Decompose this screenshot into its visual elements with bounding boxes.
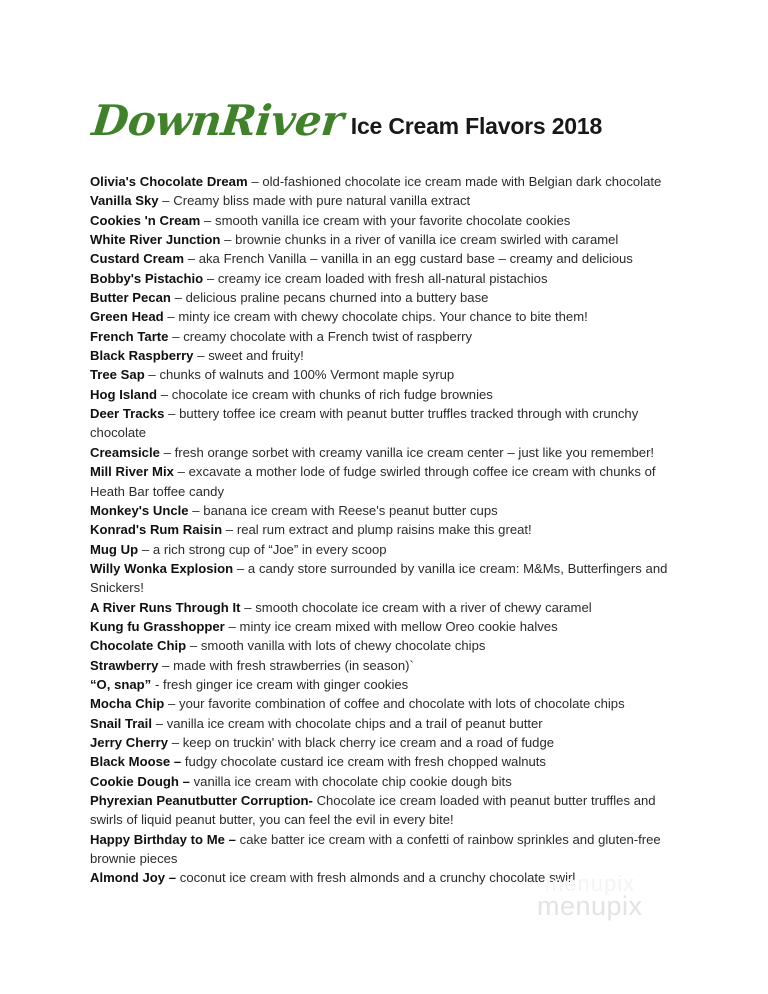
flavor-description: – creamy ice cream loaded with fresh all-natural pistachios (203, 270, 548, 286)
flavor-name: “O, snap” (90, 676, 152, 692)
flavor-item (90, 733, 682, 752)
flavor-item (90, 230, 682, 249)
flavor-name: Jerry Cherry (90, 734, 168, 750)
flavor-description: – your favorite combination of coffee and chocolate with lots of chocolate chips (164, 696, 625, 712)
flavor-description: – delicious praline pecans churned into a buttery base (170, 290, 489, 306)
flavor-name: Mug Up (90, 541, 139, 557)
flavor-name: Monkey's Uncle (90, 502, 189, 518)
flavor-item (90, 269, 682, 288)
flavor-description: – made with fresh strawberries (in season)` (158, 657, 414, 673)
flavor-item (90, 501, 682, 520)
flavor-item (90, 540, 682, 559)
flavor-description: – minty ice cream with chewy chocolate chips. Your chance to bite them! (163, 309, 588, 325)
flavor-name: Olivia's Chocolate Dream (90, 174, 248, 189)
flavor-item (90, 307, 682, 326)
flavor-description: – buttery toffee ice cream with peanut butter truffles tracked through with crunchy chocolate (90, 406, 639, 441)
flavor-description: – vanilla ice cream with chocolate chips and a trail of peanut butter (151, 715, 543, 731)
flavor-description: – a candy store surrounded by vanilla ice cream: M&Ms, Butterfingers and Snickers! (90, 560, 668, 596)
flavor-item (90, 830, 682, 869)
brand-logo-text: DownRiver (89, 96, 346, 145)
flavor-name: Tree Sap (90, 367, 145, 383)
flavor-description: – minty ice cream mixed with mellow Oreo cookie halves (224, 618, 558, 634)
flavor-name: Snail Trail (90, 715, 152, 731)
watermark-menupix: menupix (537, 891, 643, 921)
flavor-description: cake batter ice cream with a confetti of rainbow sprinkles and gluten-free brownie pieces (90, 831, 661, 867)
flavor-description: – real rum extract and plump raisins make this great! (222, 522, 532, 538)
flavor-description: - fresh ginger ice cream with ginger cookies (151, 676, 409, 692)
flavor-item (90, 385, 682, 404)
menu-header (89, 96, 690, 160)
flavor-item (90, 443, 682, 462)
flavor-name: Deer Tracks (90, 406, 165, 422)
watermark-ghost: menupix (545, 871, 636, 896)
flavor-name: Cookies 'n Cream (90, 212, 201, 228)
flavor-item (90, 772, 682, 791)
flavor-description: – fresh orange sorbet with creamy vanilla ice cream center – just like you remember! (159, 444, 655, 460)
flavor-item (90, 172, 682, 191)
flavor-name: Willy Wonka Explosion (90, 560, 234, 576)
flavor-description: – keep on truckin' with black cherry ice cream and a road of fudge (168, 734, 555, 750)
flavor-item (90, 636, 682, 655)
flavor-name: Creamsicle (90, 444, 160, 460)
flavor-name: A River Runs Through It (90, 599, 241, 615)
flavor-item (90, 791, 682, 830)
flavor-description: – a rich strong cup of “Joe” in every scoop (138, 541, 387, 557)
flavor-description: – creamy chocolate with a French twist of raspberry (168, 328, 473, 344)
flavor-name: Custard Cream (90, 251, 184, 267)
flavor-name: Vanilla Sky (90, 193, 159, 209)
flavor-item (90, 714, 682, 733)
flavor-name: Phyrexian Peanutbutter Corruption- (90, 793, 313, 808)
flavor-item (90, 617, 682, 636)
flavor-description: – brownie chunks in a river of vanilla ice cream swirled with caramel (220, 232, 619, 248)
flavor-item (90, 559, 682, 598)
flavor-name: Strawberry (90, 657, 159, 673)
flavor-item (90, 365, 682, 384)
flavor-item (90, 694, 682, 713)
flavor-name: French Tarte (90, 328, 169, 344)
flavor-item (90, 404, 682, 443)
flavor-description: fudgy chocolate custard ice cream with fresh chopped walnuts (181, 754, 546, 770)
flavor-item (90, 191, 682, 210)
flavor-name: Bobby's Pistachio (90, 270, 204, 286)
flavor-description: coconut ice cream with fresh almonds and a crunchy chocolate swirl (176, 870, 576, 886)
flavor-item (90, 249, 682, 268)
flavor-description: – smooth vanilla with lots of chewy chocolate chips (186, 638, 486, 654)
flavor-name: Green Head (90, 309, 164, 325)
page-title: Ice Cream Flavors 2018 (350, 113, 603, 139)
flavor-item (90, 327, 682, 346)
flavor-name: Butter Pecan (90, 290, 171, 306)
flavor-description: – Creamy bliss made with pure natural vanilla extract (158, 193, 471, 209)
flavor-description: – banana ice cream with Reese's peanut butter cups (188, 502, 498, 518)
flavor-description: – sweet and fruity! (193, 348, 304, 364)
flavor-description: vanilla ice cream with chocolate chip cookie dough bits (189, 773, 512, 789)
flavor-name: Mill River Mix (90, 464, 174, 480)
flavor-item (90, 520, 682, 539)
flavor-item (90, 346, 682, 365)
flavor-description: – chunks of walnuts and 100% Vermont maple syrup (144, 367, 455, 383)
flavor-item (90, 656, 682, 675)
flavor-list (90, 172, 682, 888)
flavor-item (90, 598, 682, 617)
flavor-name: White River Junction (90, 232, 221, 248)
flavor-name: Hog Island (90, 386, 158, 402)
flavor-description: – chocolate ice cream with chunks of rich fudge brownies (157, 386, 493, 402)
flavor-item (90, 675, 682, 694)
flavor-description: – smooth chocolate ice cream with a river of chewy caramel (240, 599, 592, 615)
flavor-description: – smooth vanilla ice cream with your favorite chocolate cookies (200, 212, 571, 228)
flavor-name: Mocha Chip (90, 696, 165, 712)
flavor-name: Chocolate Chip (90, 638, 187, 654)
flavor-name: Black Moose – (90, 754, 182, 770)
flavor-name: Konrad's Rum Raisin (90, 522, 223, 538)
flavor-name: Almond Joy – (90, 870, 177, 886)
flavor-name: Black Raspberry (90, 348, 194, 364)
flavor-item (90, 288, 682, 307)
flavor-description: – old-fashioned chocolate ice cream made with Belgian dark chocolate (247, 174, 662, 189)
flavor-name: Cookie Dough – (90, 773, 190, 789)
flavor-description: Chocolate ice cream loaded with peanut butter truffles and swirls of liquid peanut butter, you can feel the evil in every bite! (90, 793, 656, 828)
flavor-name: Kung fu Grasshopper (90, 618, 225, 634)
flavor-item (90, 462, 682, 501)
flavor-description: – aka French Vanilla – vanilla in an egg custard base – creamy and delicious (183, 251, 633, 267)
flavor-description: – excavate a mother lode of fudge swirled through coffee ice cream with chunks of Heath Bar toffee candy (90, 464, 656, 499)
flavor-name: Happy Birthday to Me – (90, 831, 236, 847)
flavor-item (90, 211, 682, 230)
flavor-item (90, 752, 682, 771)
